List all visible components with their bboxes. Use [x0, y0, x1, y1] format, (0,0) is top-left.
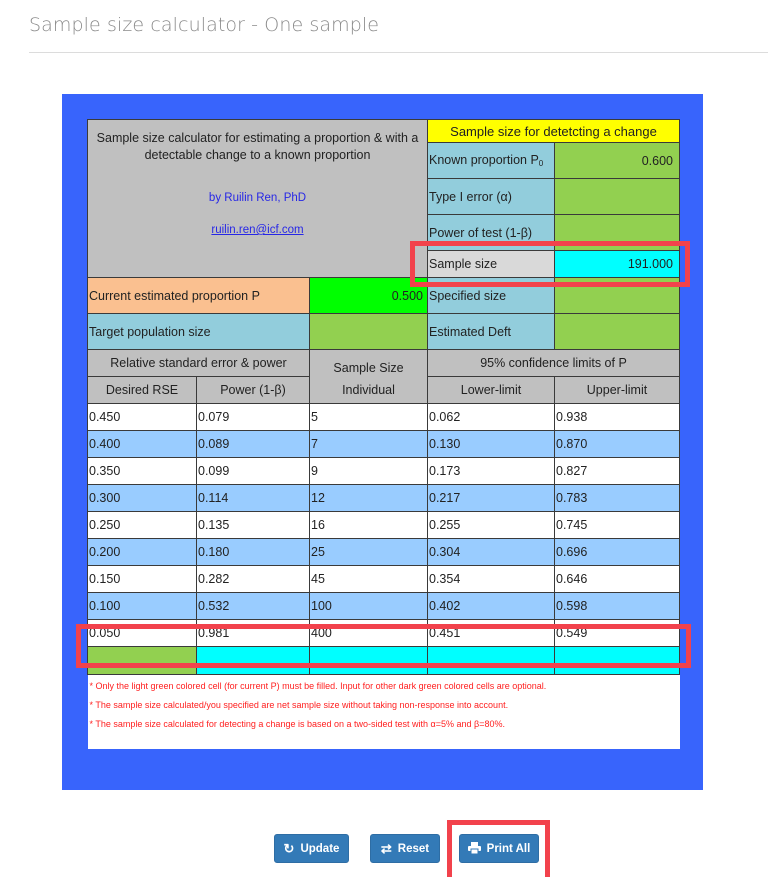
cell-n: 9	[310, 458, 428, 485]
current-p-label: Current estimated proportion P	[88, 278, 310, 314]
header-power: Power (1-β)	[197, 377, 310, 404]
custom-rse-row	[88, 647, 680, 675]
header-upper-limit: Upper-limit	[555, 377, 680, 404]
notes-panel	[88, 675, 680, 749]
print-icon	[468, 842, 481, 856]
target-population-input[interactable]	[310, 314, 428, 350]
author-credit: by Ruilin Ren, PhD	[208, 192, 307, 204]
cell-lower: 0.217	[428, 485, 555, 512]
note-required-input: * Only the light green colored cell (for current P) must be filled. Input for other dark green colored cells are optional.	[89, 681, 547, 691]
cell-upper: 0.783	[555, 485, 680, 512]
cell-rse: 0.400	[88, 431, 197, 458]
specified-size-label: Specified size	[428, 278, 555, 314]
cell-upper: 0.646	[555, 566, 680, 593]
header-individual: Individual	[310, 377, 428, 404]
cell-upper: 0.598	[555, 593, 680, 620]
cell-lower: 0.255	[428, 512, 555, 539]
type1-error-label: Type I error (α)	[428, 179, 555, 215]
cell-power: 0.532	[197, 593, 310, 620]
update-button[interactable]: ↻ Update	[274, 834, 349, 863]
cell-n: 400	[310, 620, 428, 647]
estimated-deft-label: Estimated Deft	[428, 314, 555, 350]
cell-power: 0.099	[197, 458, 310, 485]
cell-upper: 0.696	[555, 539, 680, 566]
header-rse-power: Relative standard error & power	[88, 350, 310, 377]
change-section-header: Sample size for detetcting a change	[428, 120, 680, 143]
cell-n: 12	[310, 485, 428, 512]
page-title: Sample size calculator - One sample	[29, 14, 380, 36]
cell-n: 25	[310, 539, 428, 566]
custom-n-result	[310, 647, 428, 675]
header-lower-limit: Lower-limit	[428, 377, 555, 404]
cell-rse: 0.300	[88, 485, 197, 512]
custom-power-result	[197, 647, 310, 675]
reset-button[interactable]: ⇄ Reset	[370, 834, 440, 863]
cell-lower: 0.130	[428, 431, 555, 458]
info-panel	[88, 120, 428, 278]
cell-rse: 0.200	[88, 539, 197, 566]
author-email-link[interactable]: ruilin.ren@icf.com	[211, 224, 304, 236]
table-row	[88, 566, 680, 593]
type1-error-input[interactable]	[555, 179, 680, 215]
known-proportion-label: Known proportion $P_0$	[428, 143, 555, 179]
power-of-test-label: Power of test (1-β)	[428, 215, 555, 251]
cell-upper: 0.938	[555, 404, 680, 431]
header-desired-rse: Desired RSE	[88, 377, 197, 404]
sample-size-label: Sample size	[428, 251, 555, 278]
cell-lower: 0.062	[428, 404, 555, 431]
custom-upper-result	[555, 647, 680, 675]
cell-power: 0.079	[197, 404, 310, 431]
power-of-test-input[interactable]	[555, 215, 680, 251]
cell-upper: 0.827	[555, 458, 680, 485]
cell-n: 5	[310, 404, 428, 431]
cell-lower: 0.402	[428, 593, 555, 620]
refresh-icon: ↻	[283, 841, 295, 856]
cell-rse: 0.350	[88, 458, 197, 485]
table-row	[88, 458, 680, 485]
custom-lower-result	[428, 647, 555, 675]
table-row	[88, 593, 680, 620]
known-proportion-input[interactable]: 0.600	[555, 143, 680, 179]
estimated-deft-input[interactable]	[555, 314, 680, 350]
cell-power: 0.135	[197, 512, 310, 539]
table-row-highlighted	[88, 620, 680, 647]
cell-rse: 0.050	[88, 620, 197, 647]
cell-power: 0.180	[197, 539, 310, 566]
cell-n: 100	[310, 593, 428, 620]
specified-size-input[interactable]	[555, 278, 680, 314]
table-row	[88, 539, 680, 566]
sample-size-result: 191.000	[555, 251, 680, 278]
table-row	[88, 404, 680, 431]
cell-lower: 0.173	[428, 458, 555, 485]
header-sample-size: Sample Size	[310, 350, 428, 377]
cell-upper: 0.870	[555, 431, 680, 458]
cell-lower: 0.451	[428, 620, 555, 647]
note-net-sample: * The sample size calculated/you specified are net sample size without taking non-response into account.	[89, 700, 509, 710]
custom-rse-input[interactable]	[88, 647, 197, 675]
cell-rse: 0.250	[88, 512, 197, 539]
sync-icon: ⇄	[380, 841, 392, 856]
table-row	[88, 431, 680, 458]
current-p-input[interactable]: 0.500	[310, 278, 428, 314]
cell-n: 7	[310, 431, 428, 458]
cell-power: 0.089	[197, 431, 310, 458]
cell-lower: 0.304	[428, 539, 555, 566]
table-row	[88, 485, 680, 512]
calculator-description: Sample size calculator for estimating a proportion & with a detectable change to a known proportion	[96, 131, 419, 162]
title-divider	[29, 52, 768, 53]
cell-upper: 0.745	[555, 512, 680, 539]
table-row	[88, 512, 680, 539]
cell-rse: 0.100	[88, 593, 197, 620]
cell-power: 0.114	[197, 485, 310, 512]
cell-power: 0.981	[197, 620, 310, 647]
cell-rse: 0.150	[88, 566, 197, 593]
calculator-table	[87, 119, 680, 749]
target-population-label: Target population size	[88, 314, 310, 350]
cell-power: 0.282	[197, 566, 310, 593]
cell-lower: 0.354	[428, 566, 555, 593]
cell-upper: 0.549	[555, 620, 680, 647]
cell-rse: 0.450	[88, 404, 197, 431]
cell-n: 16	[310, 512, 428, 539]
header-confidence-limits: 95% confidence limits of P	[428, 350, 680, 377]
print-all-button[interactable]: Print All	[459, 834, 539, 863]
note-two-sided-test: * The sample size calculated for detecting a change is based on a two-sided test with α=5% and β=80%.	[89, 719, 505, 729]
cell-n: 45	[310, 566, 428, 593]
